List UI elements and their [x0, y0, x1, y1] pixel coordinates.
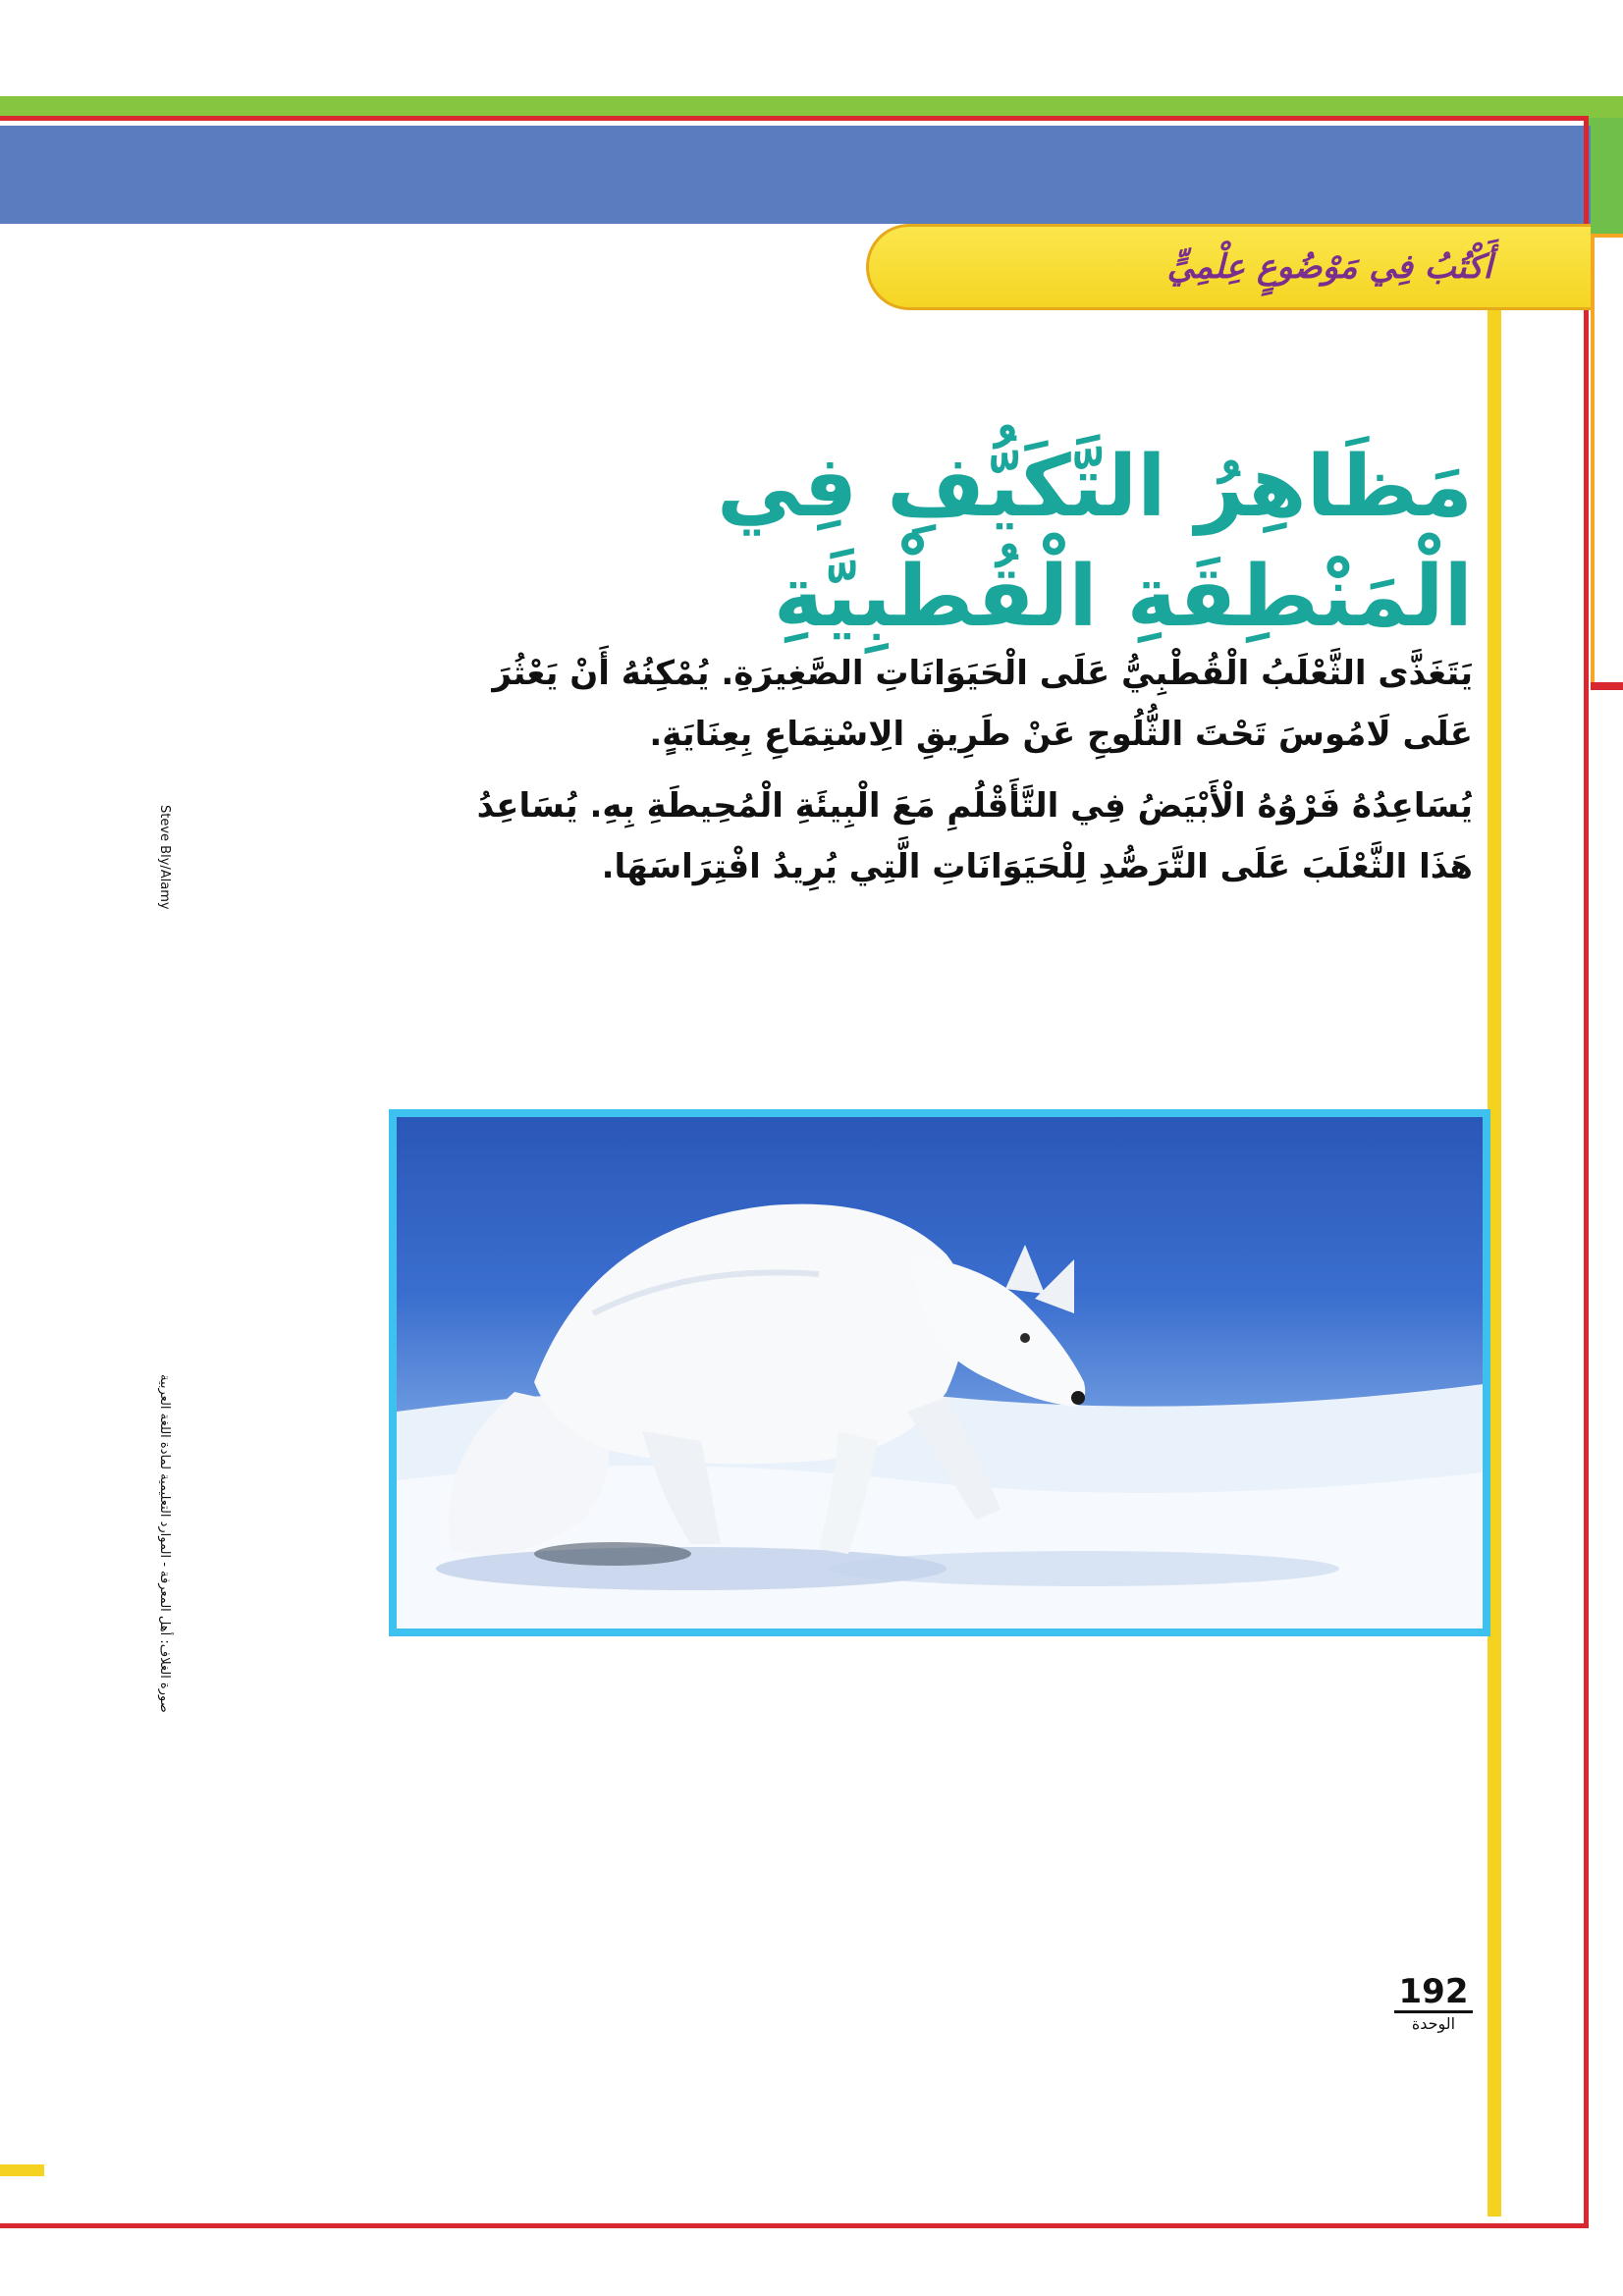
- top-green-band: [0, 96, 1623, 118]
- next-page-edge-bottom: [1591, 682, 1623, 690]
- next-page-edge: [1591, 234, 1623, 685]
- arctic-fox-illustration: [397, 1109, 1490, 1636]
- body-paragraph-2: يُسَاعِدُهُ فَرْوُهُ الْأَبْيَضُ فِي التَّأَقْلُمِ مَعَ الْبِيئَةِ الْمُحِيطَةِ بِهِ. يُسَاعِدُ هَذَا الثَّعْلَبَ عَلَى التَّرَصُّدِ لِلْحَيَوَانَاتِ الَّتِي يُرِيدُ افْتِرَاسَهَا.: [476, 786, 1473, 886]
- body-paragraph-1: يَتَغَذَّى الثَّعْلَبُ الْقُطْبِيُّ عَلَى الْحَيَوَانَاتِ الصَّغِيرَةِ. يُمْكِنُهُ أَنْ يَعْثُرَ عَلَى لَامُوسَ تَحْتَ الثُّلُوجِ عَنْ طَرِيقِ الِاسْتِمَاعِ بِعِنَايَةٍ.: [492, 654, 1473, 754]
- page-number: 192: [1394, 1973, 1473, 2013]
- photo-credit: Steve Bly/Alamy: [157, 805, 172, 910]
- title-line-1: مَظَاهِرُ التَّكَيُّفِ فِي: [716, 438, 1473, 536]
- right-green-tab: [1589, 118, 1623, 234]
- cover-credit: صورة الغلاف: أهل المعرفة - الموارد التعليمية لمادة اللغة العربية: [157, 1374, 172, 1713]
- page-title: [550, 432, 1473, 652]
- title-line-2: الْمَنْطِقَةِ الْقُطْبِيَّةِ: [773, 548, 1473, 646]
- arctic-fox-photo: [389, 1109, 1490, 1636]
- yellow-corner-mark: [0, 2164, 44, 2176]
- section-label: أَكْتُبُ فِي مَوْضُوعٍ عِلْمِيٍّ: [1166, 247, 1492, 287]
- page-number-label: الوحدة: [1411, 2014, 1456, 2033]
- section-tab: [866, 224, 1591, 310]
